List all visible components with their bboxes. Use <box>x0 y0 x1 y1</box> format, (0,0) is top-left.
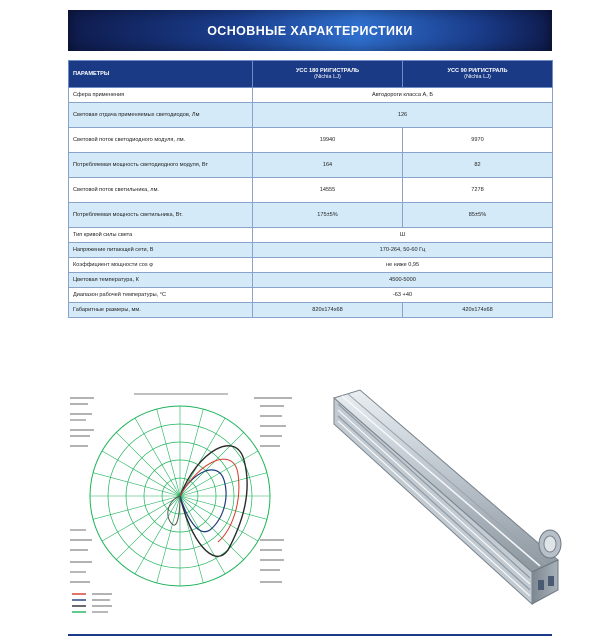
spec-table <box>68 60 553 318</box>
row-value-90: 7278 <box>403 178 553 203</box>
row-name: Диапазон рабочей температуры, °С <box>69 288 253 303</box>
table-row <box>69 243 553 258</box>
polar-radial-line <box>157 409 180 496</box>
polar-radial-line <box>180 473 267 496</box>
table-row <box>69 258 553 273</box>
row-value: Автодороги класса А, Б <box>253 88 553 103</box>
row-name: Потребляемая мощность светильника, Вт. <box>69 203 253 228</box>
banner-title: ОСНОВНЫЕ ХАРАКТЕРИСТИКИ <box>207 23 413 38</box>
row-value-90: 82 <box>403 153 553 178</box>
row-value-180: 175±5% <box>253 203 403 228</box>
table-row <box>69 228 553 243</box>
row-name: Тип кривой силы света <box>69 228 253 243</box>
row-value: 170-264, 50-60 Гц <box>253 243 553 258</box>
row-value-90: 85±5% <box>403 203 553 228</box>
row-value: 126 <box>253 103 553 128</box>
table-row <box>69 88 553 103</box>
row-name: Сфера применения <box>69 88 253 103</box>
polar-radial-line <box>180 496 267 519</box>
row-value-90: 420x174x68 <box>403 303 553 318</box>
row-value-180: 820x174x68 <box>253 303 403 318</box>
title-banner <box>68 10 552 51</box>
row-value: -63 +40 <box>253 288 553 303</box>
table-row <box>69 303 553 318</box>
row-name: Габаритные размеры, мм. <box>69 303 253 318</box>
row-name: Световая отдача применяемых светодиодов, Лм <box>69 103 253 128</box>
table-row <box>69 178 553 203</box>
table-row <box>69 203 553 228</box>
row-value: Ш <box>253 228 553 243</box>
table-row <box>69 153 553 178</box>
header-model-90 <box>403 61 553 88</box>
polar-radial-line <box>180 496 225 574</box>
header-model-90-sub: (Nichia LJ) <box>464 74 491 80</box>
header-model-180-title: УСС 180 РИ/ГИСТРАЛЬ <box>295 68 360 74</box>
row-value-180: 19940 <box>253 128 403 153</box>
bottom-rule <box>68 634 552 636</box>
polar-radial-line <box>180 409 203 496</box>
row-name: Световой поток светодиодного модуля, лм. <box>69 128 253 153</box>
diagram-legend <box>72 594 112 612</box>
luminaire-body <box>334 390 558 604</box>
header-model-180 <box>253 61 403 88</box>
polar-radial-line <box>93 473 180 496</box>
row-value-180: 14555 <box>253 178 403 203</box>
row-value: не ниже 0,95 <box>253 258 553 273</box>
row-value: 4500-5000 <box>253 273 553 288</box>
linear-led-street-light <box>326 384 566 620</box>
polar-radial-line <box>116 496 180 560</box>
row-name: Световой поток светильника, лм. <box>69 178 253 203</box>
polar-light-distribution-diagram <box>68 390 308 626</box>
table-row <box>69 273 553 288</box>
header-model-90-title: УСС 90 РИ/ГИСТРАЛЬ <box>447 68 508 74</box>
polar-radial-line <box>135 418 180 496</box>
table-header-row <box>69 61 553 88</box>
header-params: ПАРАМЕТРЫ <box>69 61 253 88</box>
row-value-180: 164 <box>253 153 403 178</box>
row-name: Напряжение питающей сети, В <box>69 243 253 258</box>
polar-radial-line <box>135 496 180 574</box>
row-name: Потребляемая мощность светодиодного модуля, Вт <box>69 153 253 178</box>
table-row <box>69 103 553 128</box>
row-name: Коэффициент мощности cos φ <box>69 258 253 273</box>
header-model-180-sub: (Nichia LJ) <box>314 74 341 80</box>
polar-radial-line <box>93 496 180 519</box>
diagram-right-notes <box>254 398 292 582</box>
table-row <box>69 128 553 153</box>
row-name: Цветовая температура, К <box>69 273 253 288</box>
table-row <box>69 288 553 303</box>
row-value-90: 9970 <box>403 128 553 153</box>
polar-radial-line <box>102 451 180 496</box>
polar-radial-line <box>116 432 180 496</box>
